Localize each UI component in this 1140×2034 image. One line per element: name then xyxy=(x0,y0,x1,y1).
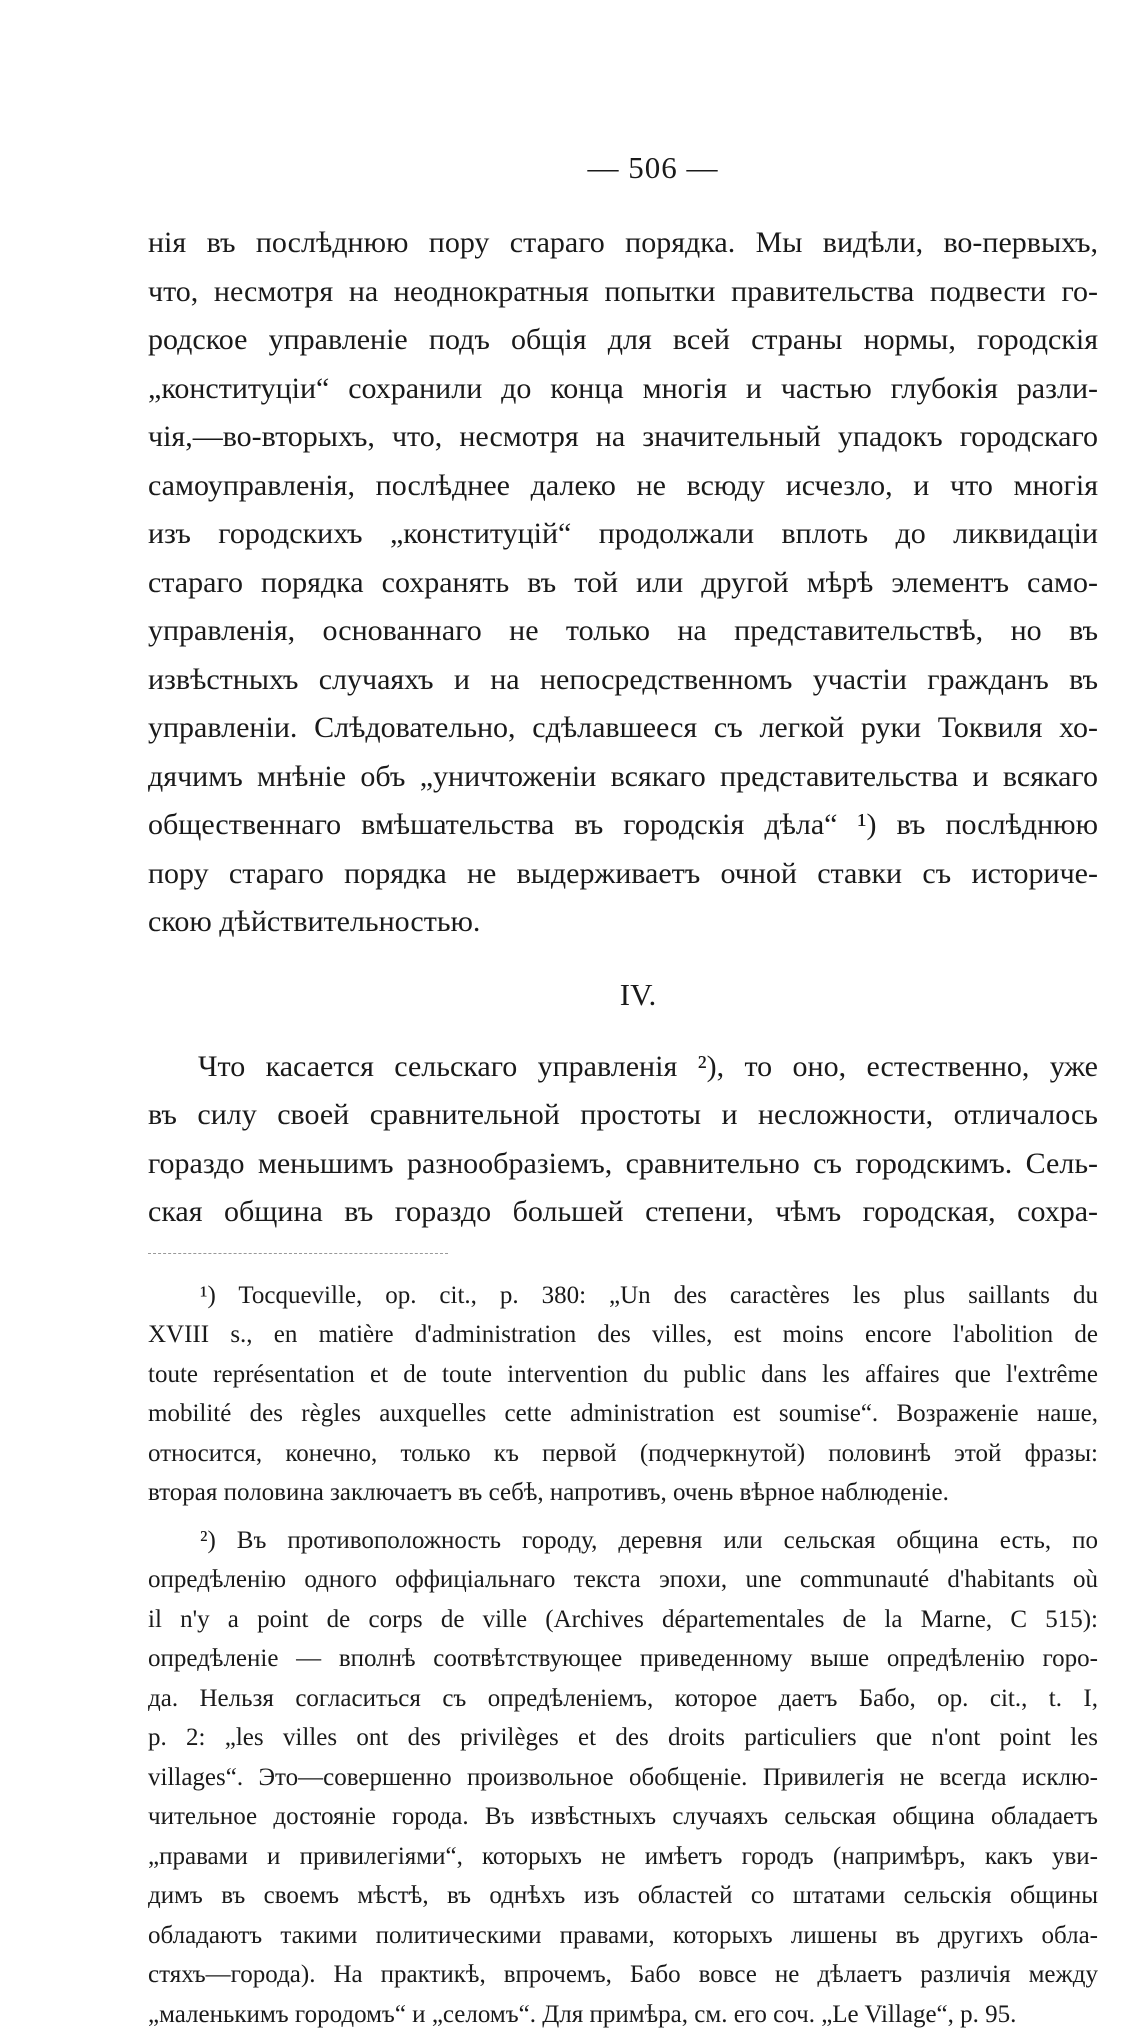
footnote-line: опредѣленію одного оффиціальнаго текста эпохи, une communauté d'habitants où xyxy=(148,1560,1098,1600)
text-line: управленіи. Слѣдовательно, сдѣлавшееся съ легкой руки Токвиля хо- xyxy=(148,704,1098,753)
footnote-1 xyxy=(148,1276,1098,1513)
footnote-line: димъ въ своемъ мѣстѣ, въ однѣхъ изъ областей со штатами сельскія общины xyxy=(148,1876,1098,1916)
footnote-line: il n'y a point de corps de ville (Archives départementales de la Marne, C 515): xyxy=(148,1600,1098,1640)
text-line: дячимъ мнѣніе объ „уничтоженіи всякаго представительства и всякаго xyxy=(148,753,1098,802)
footnote-line: вторая половина заключаетъ въ себѣ, напротивъ, очень вѣрное наблюденіе. xyxy=(148,1473,1098,1513)
page-number: — 506 — xyxy=(208,150,1098,186)
text-line: стараго порядка сохранять въ той или другой мѣрѣ элементъ само- xyxy=(148,559,1098,608)
footnote-2 xyxy=(148,1521,1098,2034)
text-line: чія,—во-вторыхъ, что, несмотря на значительный упадокъ городскаго xyxy=(148,413,1098,462)
text-line: Что касается сельскаго управленія ²), то оно, естественно, уже xyxy=(148,1043,1098,1092)
footnote-line: относится, конечно, только къ первой (подчеркнутой) половинѣ этой фразы: xyxy=(148,1434,1098,1474)
footnote-line: опредѣленіе — вполнѣ соотвѣтствующее приведенному выше опредѣленію горо- xyxy=(148,1639,1098,1679)
footnote-line: чительное достояніе города. Въ извѣстныхъ случаяхъ сельская община обладаетъ xyxy=(148,1797,1098,1837)
main-paragraph xyxy=(148,219,1098,947)
footnote-line: toute représentation et de toute intervention du public dans les affaires que l'extrême xyxy=(148,1355,1098,1395)
footnote-line: да. Нельзя согласиться съ опредѣленіемъ, которое даетъ Бабо, op. cit., t. I, xyxy=(148,1679,1098,1719)
footnotes xyxy=(148,1276,1098,2034)
text-line: „конституціи“ сохранили до конца многія и частью глубокія разли- xyxy=(148,365,1098,414)
text-line: ская община въ гораздо большей степени, чѣмъ городская, сохра- xyxy=(148,1188,1098,1237)
footnote-line: обладаютъ такими политическими правами, которыхъ лишены въ другихъ обла- xyxy=(148,1916,1098,1956)
text-line: въ силу своей сравнительной простоты и несложности, отличалось xyxy=(148,1091,1098,1140)
footnote-line: p. 2: „les villes ont des privilèges et des droits particuliers que n'ont point les xyxy=(148,1718,1098,1758)
text-line: родское управленіе подъ общія для всей страны нормы, городскія xyxy=(148,316,1098,365)
section-heading: IV. xyxy=(148,977,1098,1013)
text-line: изъ городскихъ „конституцій“ продолжали вплоть до ликвидаціи xyxy=(148,510,1098,559)
footnote-line: ²) Въ противоположность городу, деревня или сельская община есть, по xyxy=(148,1521,1098,1561)
page xyxy=(148,150,1098,2034)
footnote-line: mobilité des règles auxquelles cette administration est soumise“. Возраженіе наше, xyxy=(148,1394,1098,1434)
footnote-divider xyxy=(148,1253,448,1254)
text-line: скою дѣйствительностью. xyxy=(148,898,1098,947)
footnote-line: стяхъ—города). На практикѣ, впрочемъ, Бабо вовсе не дѣлаетъ различія между xyxy=(148,1955,1098,1995)
text-line: общественнаго вмѣшательства въ городскія дѣла“ ¹) въ послѣднюю xyxy=(148,801,1098,850)
text-line: управленія, основаннаго не только на представительствѣ, но въ xyxy=(148,607,1098,656)
text-line: гораздо меньшимъ разнообразіемъ, сравнительно съ городскимъ. Сель- xyxy=(148,1140,1098,1189)
footnote-line: villages“. Это—совершенно произвольное обобщеніе. Привилегія не всегда исклю- xyxy=(148,1758,1098,1798)
section-paragraph xyxy=(148,1043,1098,1237)
text-line: нія въ послѣднюю пору стараго порядка. Мы видѣли, во-первыхъ, xyxy=(148,219,1098,268)
footnote-line: XVIII s., en matière d'administration des villes, est moins encore l'abolition de xyxy=(148,1315,1098,1355)
text-line: самоуправленія, послѣднее далеко не всюду исчезло, и что многія xyxy=(148,462,1098,511)
footnote-line: „маленькимъ городомъ“ и „селомъ“. Для примѣра, см. его соч. „Le Village“, p. 95. xyxy=(148,1995,1098,2034)
text-line: что, несмотря на неоднократныя попытки правительства подвести го- xyxy=(148,268,1098,317)
text-line: извѣстныхъ случаяхъ и на непосредственномъ участіи гражданъ въ xyxy=(148,656,1098,705)
text-line: пору стараго порядка не выдерживаетъ очной ставки съ историче- xyxy=(148,850,1098,899)
footnote-line: ¹) Tocqueville, op. cit., p. 380: „Un des caractères les plus saillants du xyxy=(148,1276,1098,1316)
footnote-line: „правами и привилегіями“, которыхъ не имѣетъ городъ (напримѣръ, какъ уви- xyxy=(148,1837,1098,1877)
